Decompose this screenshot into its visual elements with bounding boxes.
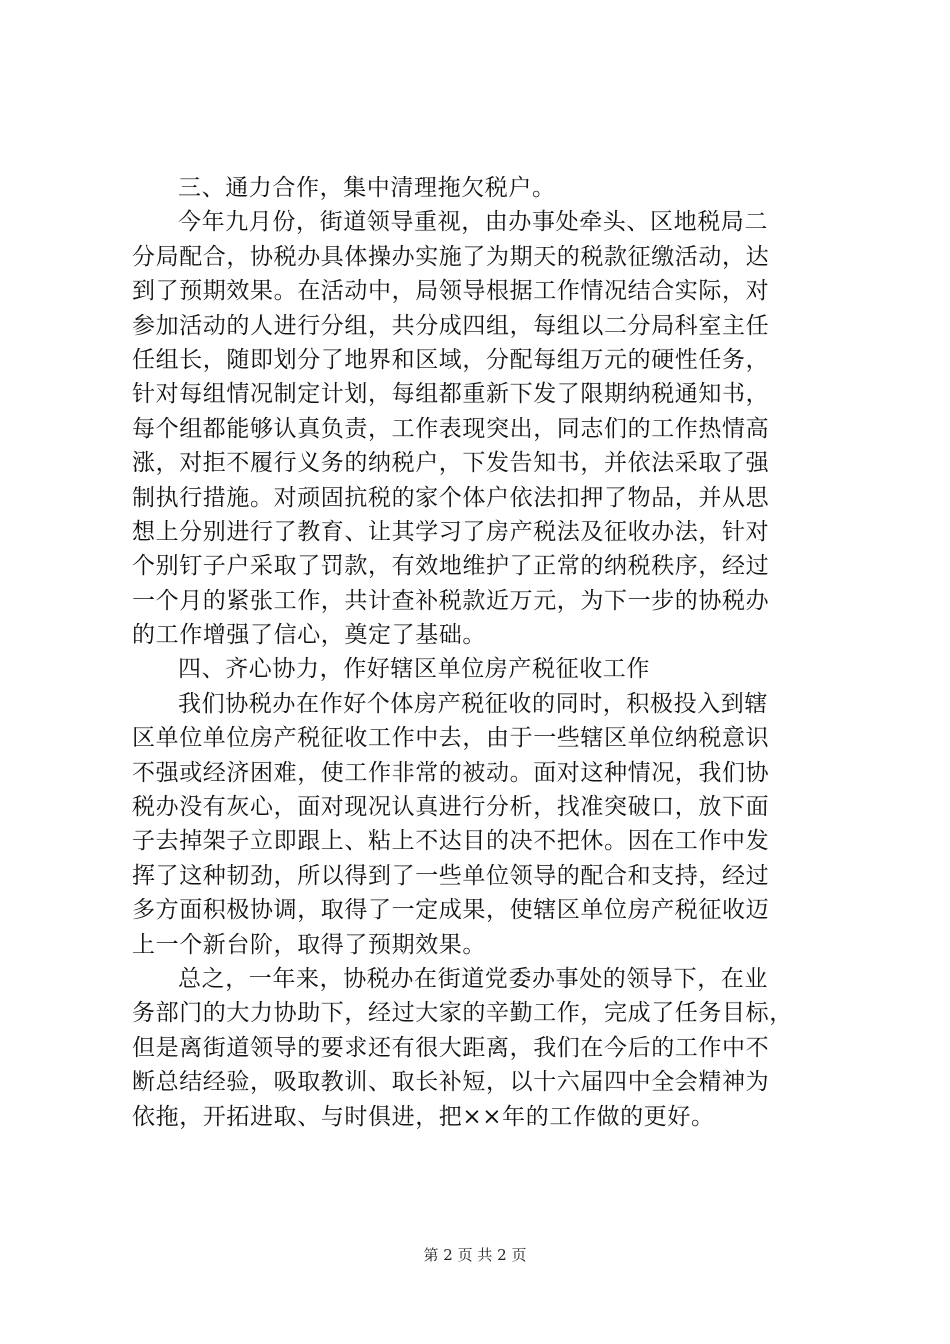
paragraph-line: 分局配合，协税办具体操办实施了为期天的税款征缴活动，达 — [132, 243, 770, 270]
paragraph-line: 一个月的紧张工作，共计查补税款近万元，为下一步的协税办 — [132, 587, 770, 614]
paragraph-line: 我们协税办在作好个体房产税征收的同时，积极投入到辖 — [178, 690, 768, 717]
paragraph-line: 今年九月份，街道领导重视，由办事处牵头、区地税局二 — [178, 209, 768, 236]
paragraph-line: 想上分别进行了教育、让其学习了房产税法及征收办法，针对 — [132, 518, 770, 545]
page-footer: 第 2 页 共 2 页 — [423, 1246, 527, 1264]
paragraph-line: 参加活动的人进行分组，共分成四组，每组以二分局科室主任 — [132, 312, 770, 339]
paragraph-line: 税办没有灰心，面对现况认真进行分析，找准突破口，放下面 — [132, 794, 770, 821]
paragraph-line: 务部门的大力协助下，经过大家的辛勤工作，完成了任务目标， — [132, 1000, 793, 1027]
paragraph-line: 上一个新台阶，取得了预期效果。 — [132, 931, 486, 958]
paragraph-line: 涨，对拒不履行义务的纳税户，下发告知书，并依法采取了强 — [132, 450, 770, 477]
paragraph-line: 任组长，随即划分了地界和区域，分配每组万元的硬性任务， — [132, 346, 770, 373]
paragraph-line: 子去掉架子立即跟上、粘上不达目的决不把休。因在工作中发 — [132, 828, 770, 855]
paragraph-line: 多方面积极协调，取得了一定成果，使辖区单位房产税征收迈 — [132, 897, 770, 924]
section-heading-4: 四、齐心协力，作好辖区单位房产税征收工作 — [178, 656, 650, 683]
paragraph-line: 到了预期效果。在活动中，局领导根据工作情况结合实际，对 — [132, 278, 770, 305]
paragraph-line: 依拖，开拓进取、与时俱进，把××年的工作做的更好。 — [132, 1103, 715, 1130]
paragraph-line: 区单位单位房产税征收工作中去，由于一些辖区单位纳税意识 — [132, 725, 770, 752]
paragraph-line: 每个组都能够认真负责，工作表现突出，同志们的工作热情高 — [132, 415, 770, 442]
paragraph-line: 总之，一年来，协税办在街道党委办事处的领导下，在业 — [178, 965, 768, 992]
paragraph-line: 个别钉子户采取了罚款，有效地维护了正常的纳税秩序，经过 — [132, 553, 770, 580]
paragraph-line: 挥了这种韧劲，所以得到了一些单位领导的配合和支持，经过 — [132, 862, 770, 889]
paragraph-line: 断总结经验，吸取教训、取长补短，以十六届四中全会精神为 — [132, 1069, 770, 1096]
section-heading-3: 三、通力合作，集中清理拖欠税户。 — [178, 175, 556, 201]
paragraph-line: 针对每组情况制定计划，每组都重新下发了限期纳税通知书， — [132, 381, 770, 408]
paragraph-line: 但是离街道领导的要求还有很大距离，我们在今后的工作中不 — [132, 1034, 770, 1061]
paragraph-line: 的工作增强了信心，奠定了基础。 — [132, 622, 486, 649]
paragraph-line: 制执行措施。对顽固抗税的家个体户依法扣押了物品，并从思 — [132, 484, 770, 511]
paragraph-line: 不强或经济困难，使工作非常的被动。面对这种情况，我们协 — [132, 759, 770, 786]
document-body — [132, 171, 832, 1134]
